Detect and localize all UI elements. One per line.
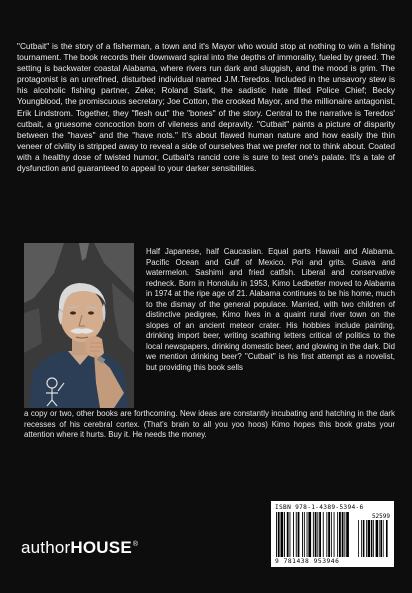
- author-bio-beside-photo: Half Japanese, half Caucasian. Equal parts Hawaii and Alabama. Pacific Ocean and Gulf of Mexico. Poi and grits. Guava and watermelon. Sashimi and fried catfish. Liberal and conservative redneck. Born in Honolulu in 1953, Kimo Ledbetter moved to Alabama in 1974 at the ripe age of 21. Alabama continues to be his home, much to the dismay of the general populace. Married, with two children of distinctive pedigree, Kimo lives in a quaint rural river town on the slopes of an ancient meteor crater. His hobbies include painting, drinking import beer, writing scathing letters critical of politics to the local newspapers, drinking domestic beer, and glowing in the dark. Did we mention drinking beer? "Cutbait" is his first attempt as a novelist, but providing this book sells: [146, 247, 395, 373]
- barcode-addon-bar: [383, 520, 384, 557]
- barcode-bar: [278, 512, 280, 557]
- publisher-logo-light: author: [21, 538, 71, 557]
- barcode-bar: [315, 512, 317, 557]
- barcode-bars: [274, 512, 391, 558]
- barcode-addon-bar: [386, 520, 388, 557]
- barcode-bar: [307, 512, 308, 557]
- ean-digits: 9 781438 953946: [275, 558, 340, 565]
- barcode-bar: [293, 512, 294, 557]
- barcode-bar: [339, 512, 341, 557]
- barcode-addon-bar: [371, 520, 373, 557]
- barcode-addon-bar: [376, 520, 378, 557]
- barcode-addon-bar: [361, 520, 362, 557]
- author-photo: [24, 243, 134, 408]
- barcode-bar: [276, 512, 277, 557]
- barcode-addon-bar: [380, 520, 382, 557]
- barcode-bar: [313, 512, 314, 557]
- barcode-bar: [323, 512, 324, 557]
- publisher-logo: [21, 538, 138, 558]
- isbn-barcode-box: [271, 501, 394, 567]
- barcode-bar: [331, 512, 332, 557]
- price-code: 52599: [371, 513, 390, 520]
- book-blurb: "Cutbait" is the story of a fisherman, a town and it's Mayor who would stop at nothing to win a fishing tournament. The book records their downward spiral into the depths of immorality, fueled by greed. The setting is backwater coastal Alabama, where rivers run dark and sluggish, and the mood is grim. The protagonist is an unrefined, disturbed individual named J.M.Teredos. Included in the unsavory stew is his alcoholic fishing partner, Zeke; Roland Stark, the sadistic hate filled Police Chief; Becky Youngblood, the promiscuous secretary; Joe Cotton, the crooked Mayor, and the millionaire antagonist, Erik Lindstrom. Together, they "flesh out" the "bones" of the story. Central to the narrative is Teredos' cutbait, a gruesome concoction born of vileness and depravity. "Cutbait" paints a picture of disparity between the "haves" and the "have nots." It's about flawed human nature and how easily the thin veneer of civility is stripped away to reveal a side of ourselves that we prefer not to think about. Coated with a healthy dose of twisted humor, Cutbait's rancid core is sure to test one's palate. It's a tale of dysfunction and guaranteed to appeal to your darker sensibilities.: [17, 41, 395, 174]
- isbn-label: ISBN 978-1-4389-5394-6: [275, 504, 364, 511]
- barcode-bar: [302, 512, 303, 557]
- barcode-bar: [344, 512, 345, 557]
- barcode-bar: [342, 512, 344, 557]
- barcode-bar: [298, 512, 300, 557]
- barcode-bar: [319, 512, 321, 557]
- barcode-addon-bar: [379, 520, 380, 557]
- barcode-addon-bar: [366, 520, 367, 557]
- publisher-logo-bold: HOUSE: [70, 538, 132, 557]
- barcode-addon-bar: [373, 520, 374, 557]
- barcode-bar: [308, 512, 311, 557]
- barcode-bar: [296, 512, 297, 557]
- barcode-bar: [328, 512, 330, 557]
- barcode-bar: [346, 512, 349, 557]
- barcode-bar: [284, 512, 285, 557]
- barcode-bar: [326, 512, 327, 557]
- barcode-addon-bar: [358, 520, 359, 557]
- barcode-bar: [290, 512, 291, 557]
- registered-mark: ®: [132, 541, 139, 549]
- barcode-bar: [337, 512, 338, 557]
- barcode-bar: [287, 512, 289, 557]
- barcode-bar: [281, 512, 284, 557]
- barcode-addon-bar: [363, 520, 365, 557]
- barcode-addon-bar: [368, 520, 370, 557]
- barcode-bar: [317, 512, 318, 557]
- barcode-bar: [304, 512, 305, 557]
- barcode-bar: [334, 512, 335, 557]
- author-bio-continued: a copy or two, other books are forthcoming. New ideas are constantly incubating and hatching in the dark recesses of his cerebral cortex. (That's brain to all you yoo hoos) Kimo hopes this book grabs your attention where it hurts. Buy it. He needs the money.: [24, 409, 395, 440]
